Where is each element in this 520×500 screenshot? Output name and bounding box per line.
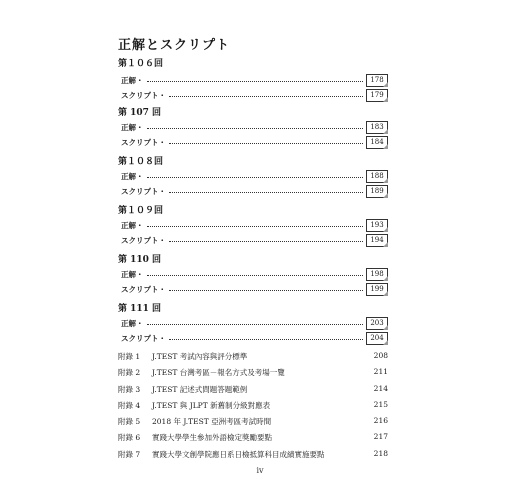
dot-leader (169, 96, 363, 97)
appendix-page: 208 (373, 351, 388, 360)
appendix-page: 215 (373, 399, 388, 409)
appendix-list (118, 351, 388, 465)
entry-label: スクリプト・ (121, 90, 166, 100)
page-number-box: 199 (366, 283, 388, 296)
toc-entry[interactable] (121, 184, 388, 198)
appendix-page: 214 (373, 383, 388, 393)
entry-label: スクリプト・ (121, 137, 166, 147)
appendix-title: J.TEST 考試內容與評分標準 (152, 352, 248, 361)
toc-entry[interactable] (121, 218, 388, 232)
dot-leader (147, 177, 364, 178)
appendix-entry[interactable] (118, 432, 388, 448)
entry-label: 正解・ (121, 75, 144, 85)
page-number-box: 189 (366, 185, 388, 198)
section-title: 第１０８回 (118, 157, 164, 167)
toc-section-111 (118, 301, 388, 345)
appendix-number: 附錄 6 (118, 433, 141, 443)
entry-label: スクリプト・ (121, 235, 166, 245)
toc-entry[interactable] (121, 73, 388, 87)
appendix-title: J.TEST 與 JLPT 新舊制分級對應表 (152, 400, 271, 410)
appendix-entry[interactable] (118, 367, 388, 383)
toc-section-109 (118, 203, 388, 247)
page-number-box: 188 (366, 170, 388, 183)
page-number-box: 198 (366, 268, 388, 281)
appendix-title: 實踐大學文創學院應日系日檢抵算科目成績實施要點 (152, 449, 325, 459)
toc-entry[interactable] (121, 120, 388, 134)
page-footer-number: iv (256, 466, 264, 475)
appendix-title: J.TEST 記述式問題答題範例 (152, 384, 248, 394)
page-number-box: 204 (366, 332, 388, 345)
entry-label: スクリプト・ (121, 186, 166, 196)
appendix-entry[interactable] (118, 384, 388, 400)
appendix-number: 附錄 5 (118, 417, 141, 427)
entry-label: 正解・ (121, 171, 144, 181)
appendix-number: 附錄 1 (118, 352, 141, 361)
entry-label: スクリプト・ (121, 284, 166, 294)
toc-entry[interactable] (121, 282, 388, 296)
toc-section-107 (118, 105, 388, 149)
appendix-title: 2018 年 J.TEST 亞洲考區考試時間 (152, 417, 272, 427)
appendix-page: 217 (373, 432, 388, 442)
toc-entry[interactable] (121, 316, 388, 330)
dot-leader (147, 81, 364, 82)
appendix-page: 216 (373, 416, 388, 426)
toc-entry[interactable] (121, 169, 388, 183)
toc-entry[interactable] (121, 233, 388, 247)
entry-label: スクリプト・ (121, 333, 166, 343)
toc-entry[interactable] (121, 267, 388, 281)
entry-label: 正解・ (121, 269, 144, 279)
dot-leader (147, 226, 364, 227)
toc-section-106 (118, 56, 388, 102)
dot-leader (169, 241, 363, 242)
dot-leader (169, 143, 363, 144)
appendix-page: 211 (373, 367, 388, 377)
section-title: 第１０９回 (118, 206, 164, 216)
appendix-title: 實踐大學學生參加外語檢定獎勵要點 (152, 433, 272, 443)
appendix-entry[interactable] (118, 400, 388, 416)
entry-label: 正解・ (121, 122, 144, 132)
dot-leader (169, 290, 363, 291)
toc-entry[interactable] (121, 331, 388, 345)
toc-section-108 (118, 154, 388, 198)
section-title: 第１０６回 (118, 59, 164, 69)
appendix-number: 附錄 7 (118, 449, 141, 459)
section-title: 第 110 回 (118, 255, 162, 265)
appendix-number: 附錄 4 (118, 400, 141, 410)
appendix-entry[interactable] (118, 416, 388, 432)
appendix-entry[interactable] (118, 351, 388, 367)
page-number-box: 183 (366, 121, 388, 134)
dot-leader (147, 324, 364, 325)
toc-section-110 (118, 252, 388, 296)
page-number-box: 194 (366, 234, 388, 247)
appendix-number: 附錄 3 (118, 384, 141, 394)
section-title: 第 107 回 (118, 108, 162, 118)
appendix-page: 218 (373, 448, 388, 458)
page-number-box: 184 (366, 136, 388, 149)
toc-entry[interactable] (121, 88, 388, 102)
page-number-box: 203 (366, 317, 388, 330)
dot-leader (169, 192, 363, 193)
appendix-number: 附錄 2 (118, 368, 141, 378)
dot-leader (147, 128, 364, 129)
dot-leader (169, 339, 363, 340)
entry-label: 正解・ (121, 318, 144, 328)
appendix-title: J.TEST 台灣考區－報名方式及考場一覽 (152, 368, 285, 378)
entry-label: 正解・ (121, 220, 144, 230)
toc-entry[interactable] (121, 135, 388, 149)
page-number-box: 179 (366, 89, 388, 102)
section-title: 第 111 回 (118, 304, 162, 314)
page-number-box: 193 (366, 219, 388, 232)
appendix-entry[interactable] (118, 449, 388, 465)
dot-leader (147, 275, 364, 276)
page-number-box: 178 (366, 74, 388, 87)
page-title: 正解とスクリプト (118, 38, 231, 53)
